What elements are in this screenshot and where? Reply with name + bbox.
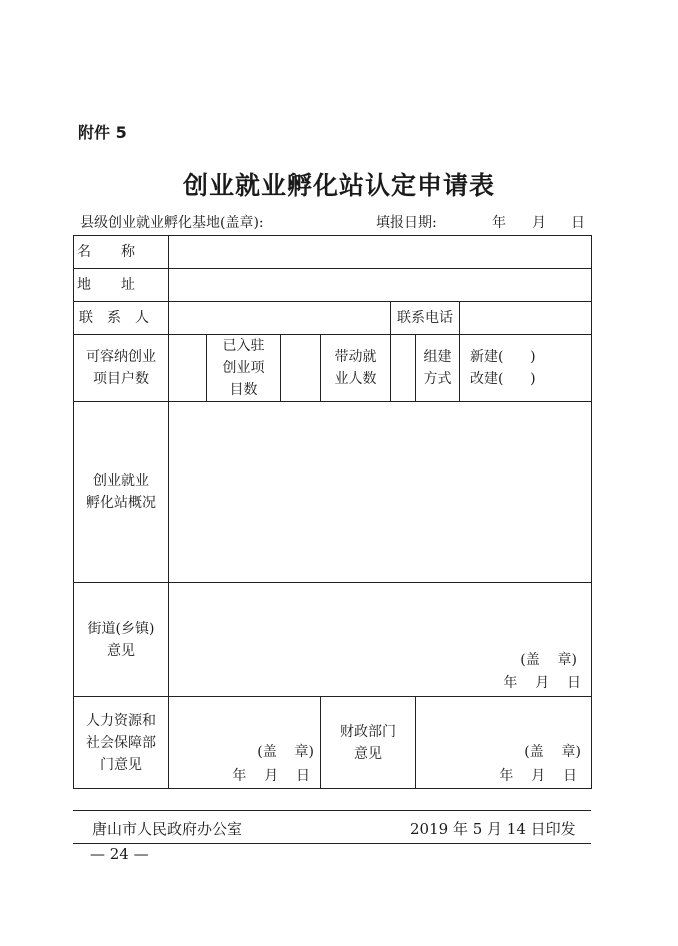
header-month: 月 — [532, 215, 546, 231]
build-method-options — [460, 335, 592, 402]
contact-field[interactable] — [169, 302, 391, 335]
rebuild-option[interactable]: 改建( ) — [470, 371, 536, 387]
employment-label — [321, 335, 391, 402]
overview-label-line2: 孵化站概况 — [86, 495, 156, 511]
issue-date: 2019 年 5 月 14 日印发 — [410, 820, 576, 838]
header-year: 年 — [492, 215, 506, 231]
street-seal: (盖 章) — [520, 652, 577, 668]
attachment-label: 附件 5 — [78, 123, 127, 142]
new-build-option[interactable]: 新建( ) — [470, 349, 536, 365]
phone-field[interactable] — [460, 302, 592, 335]
hr-seal: (盖 章) — [257, 744, 314, 760]
capacity-field[interactable] — [169, 335, 207, 402]
capacity-label — [74, 335, 169, 402]
employment-label-line2: 业人数 — [334, 371, 377, 387]
settled-label-line2: 创业项 — [222, 360, 265, 376]
footer-bottom-rule — [73, 843, 591, 844]
hr-opinion-field[interactable] — [169, 697, 321, 789]
hr-label-line2: 社会保障部 — [86, 734, 156, 751]
employment-label-line1: 带动就 — [334, 349, 377, 365]
hr-date: 年 月 日 — [232, 768, 310, 784]
contact-label: 联系人 — [74, 302, 169, 335]
finance-label-line1: 财政部门 — [340, 723, 396, 740]
overview-field[interactable] — [169, 402, 592, 583]
finance-opinion-field[interactable] — [416, 697, 592, 789]
employment-field[interactable] — [391, 335, 416, 402]
settled-label — [207, 335, 281, 402]
build-label-line1: 组建 — [423, 349, 452, 365]
name-label: 名称 — [74, 236, 169, 269]
build-label-line2: 方式 — [423, 371, 452, 387]
hr-label-line3: 门意见 — [100, 756, 142, 773]
date-label: 填报日期: — [376, 215, 437, 231]
form-title: 创业就业孵化站认定申请表 — [182, 171, 495, 200]
application-form-table — [73, 235, 592, 789]
applicant-label: 县级创业就业孵化基地(盖章): — [80, 215, 264, 231]
overview-label-line1: 创业就业 — [93, 473, 149, 489]
finance-date: 年 月 日 — [499, 768, 577, 784]
overview-row — [74, 402, 592, 583]
street-opinion-field[interactable] — [169, 583, 592, 697]
capacity-label-line1: 可容纳创业 — [86, 349, 156, 365]
settled-label-line1: 已入驻 — [222, 338, 265, 354]
street-opinion-label — [74, 583, 169, 697]
street-label-line2: 意见 — [107, 642, 135, 659]
street-date: 年 月 日 — [503, 675, 581, 691]
address-label: 地址 — [74, 269, 169, 302]
approval-row — [74, 697, 592, 789]
settled-label-line3: 目数 — [229, 382, 258, 398]
finance-opinion-label — [321, 697, 416, 789]
name-field[interactable] — [169, 236, 592, 269]
issuer: 唐山市人民政府办公室 — [92, 820, 243, 838]
phone-label: 联系电话 — [391, 302, 460, 335]
overview-label — [74, 402, 169, 583]
hr-label-line1: 人力资源和 — [86, 712, 156, 729]
settled-field[interactable] — [281, 335, 321, 402]
hr-opinion-label — [74, 697, 169, 789]
capacity-label-line2: 项目户数 — [93, 371, 149, 387]
address-row — [74, 269, 592, 302]
build-method-label — [416, 335, 460, 402]
stats-row — [74, 335, 592, 402]
street-opinion-row — [74, 583, 592, 697]
address-field[interactable] — [169, 269, 592, 302]
street-label-line1: 街道(乡镇) — [87, 620, 155, 637]
finance-label-line2: 意见 — [354, 745, 382, 762]
header-day: 日 — [571, 215, 585, 231]
name-row — [74, 236, 592, 269]
contact-row — [74, 302, 592, 335]
finance-seal: (盖 章) — [524, 744, 581, 760]
footer-top-rule — [73, 810, 591, 811]
page-number: — 24 — — [90, 845, 149, 863]
